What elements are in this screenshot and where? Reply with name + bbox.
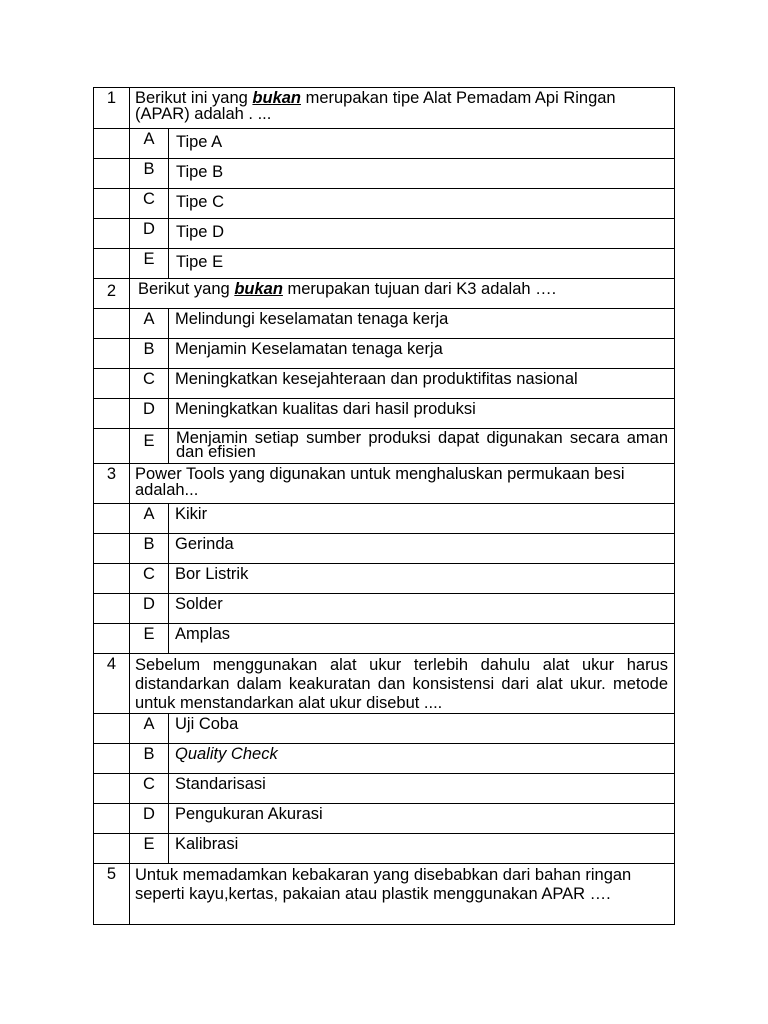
option-row <box>94 219 675 249</box>
question-text-part: merupakan tujuan dari K3 adalah …. <box>282 280 557 298</box>
option-text: Tipe C <box>169 189 675 219</box>
option-text: Standarisasi <box>169 774 675 804</box>
option-letter: B <box>130 159 169 189</box>
option-row <box>94 339 675 369</box>
option-text: Tipe B <box>169 159 675 189</box>
question-row <box>94 279 675 309</box>
option-letter: B <box>130 534 169 564</box>
option-row <box>94 129 675 159</box>
option-text: Tipe E <box>169 249 675 279</box>
option-row <box>94 804 675 834</box>
option-letter: A <box>130 504 169 534</box>
option-row <box>94 309 675 339</box>
option-letter: C <box>130 564 169 594</box>
option-text: Kikir <box>169 504 675 534</box>
question-text-part: Berikut yang <box>138 280 235 298</box>
question-row <box>94 464 675 504</box>
option-text: Menjamin setiap sumber produksi dapat digunakan secara aman dan efisien <box>169 429 675 464</box>
question-text: Untuk memadamkan kebakaran yang disebabkan dari bahan ringan seperti kayu,kertas, pakaian atau plastik menggunakan APAR …. <box>130 864 675 925</box>
question-text: Sebelum menggunakan alat ukur terlebih dahulu alat ukur harus distandarkan dalam keakuratan dan konsistensi dari alat ukur. metode untuk menstandarkan alat ukur disebut .... <box>130 654 675 714</box>
question-number: 3 <box>94 464 130 504</box>
option-text: Gerinda <box>169 534 675 564</box>
emphasis-word: bukan <box>234 280 283 298</box>
option-text: Amplas <box>169 624 675 654</box>
option-letter: A <box>130 129 169 159</box>
option-letter: E <box>130 834 169 864</box>
question-number: 1 <box>94 88 130 129</box>
option-letter: A <box>130 714 169 744</box>
question-number: 5 <box>94 864 130 925</box>
option-row <box>94 399 675 429</box>
option-text: Uji Coba <box>169 714 675 744</box>
option-row <box>94 504 675 534</box>
option-text: Meningkatkan kesejahteraan dan produktifitas nasional <box>169 369 675 399</box>
option-row <box>94 594 675 624</box>
option-letter: D <box>130 594 169 624</box>
option-letter: E <box>130 624 169 654</box>
question-text <box>130 279 675 309</box>
question-row <box>94 654 675 714</box>
option-letter: C <box>130 369 169 399</box>
option-text: Bor Listrik <box>169 564 675 594</box>
option-row <box>94 564 675 594</box>
option-row <box>94 249 675 279</box>
option-text: Melindungi keselamatan tenaga kerja <box>169 309 675 339</box>
option-text: Menjamin Keselamatan tenaga kerja <box>169 339 675 369</box>
option-letter: C <box>130 774 169 804</box>
option-letter: C <box>130 189 169 219</box>
question-row <box>94 864 675 925</box>
option-row <box>94 744 675 774</box>
option-text: Tipe D <box>169 219 675 249</box>
option-text: Tipe A <box>169 129 675 159</box>
option-row <box>94 534 675 564</box>
option-letter: E <box>130 429 169 464</box>
option-letter: E <box>130 249 169 279</box>
option-row <box>94 774 675 804</box>
option-row <box>94 159 675 189</box>
option-text: Solder <box>169 594 675 624</box>
option-letter: B <box>130 339 169 369</box>
option-text: Pengukuran Akurasi <box>169 804 675 834</box>
option-letter: D <box>130 399 169 429</box>
option-letter: B <box>130 744 169 774</box>
question-row <box>94 88 675 129</box>
option-row <box>94 624 675 654</box>
option-row <box>94 834 675 864</box>
option-letter: D <box>130 219 169 249</box>
question-text-part: Berikut ini yang <box>135 89 253 107</box>
question-text: Power Tools yang digunakan untuk menghaluskan permukaan besi adalah... <box>130 464 675 504</box>
emphasis-word: bukan <box>252 89 301 107</box>
option-text: Quality Check <box>169 744 675 774</box>
option-letter: D <box>130 804 169 834</box>
question-text-part: merupakan tipe Alat Pemadam Api Ringan (APAR) adalah . ... <box>135 89 616 123</box>
option-row <box>94 369 675 399</box>
option-text: Meningkatkan kualitas dari hasil produksi <box>169 399 675 429</box>
option-row <box>94 189 675 219</box>
question-number: 2 <box>94 279 130 309</box>
question-table <box>93 87 675 925</box>
question-number: 4 <box>94 654 130 714</box>
option-row <box>94 714 675 744</box>
option-row <box>94 429 675 464</box>
option-text: Kalibrasi <box>169 834 675 864</box>
option-letter: A <box>130 309 169 339</box>
question-text <box>130 88 675 129</box>
